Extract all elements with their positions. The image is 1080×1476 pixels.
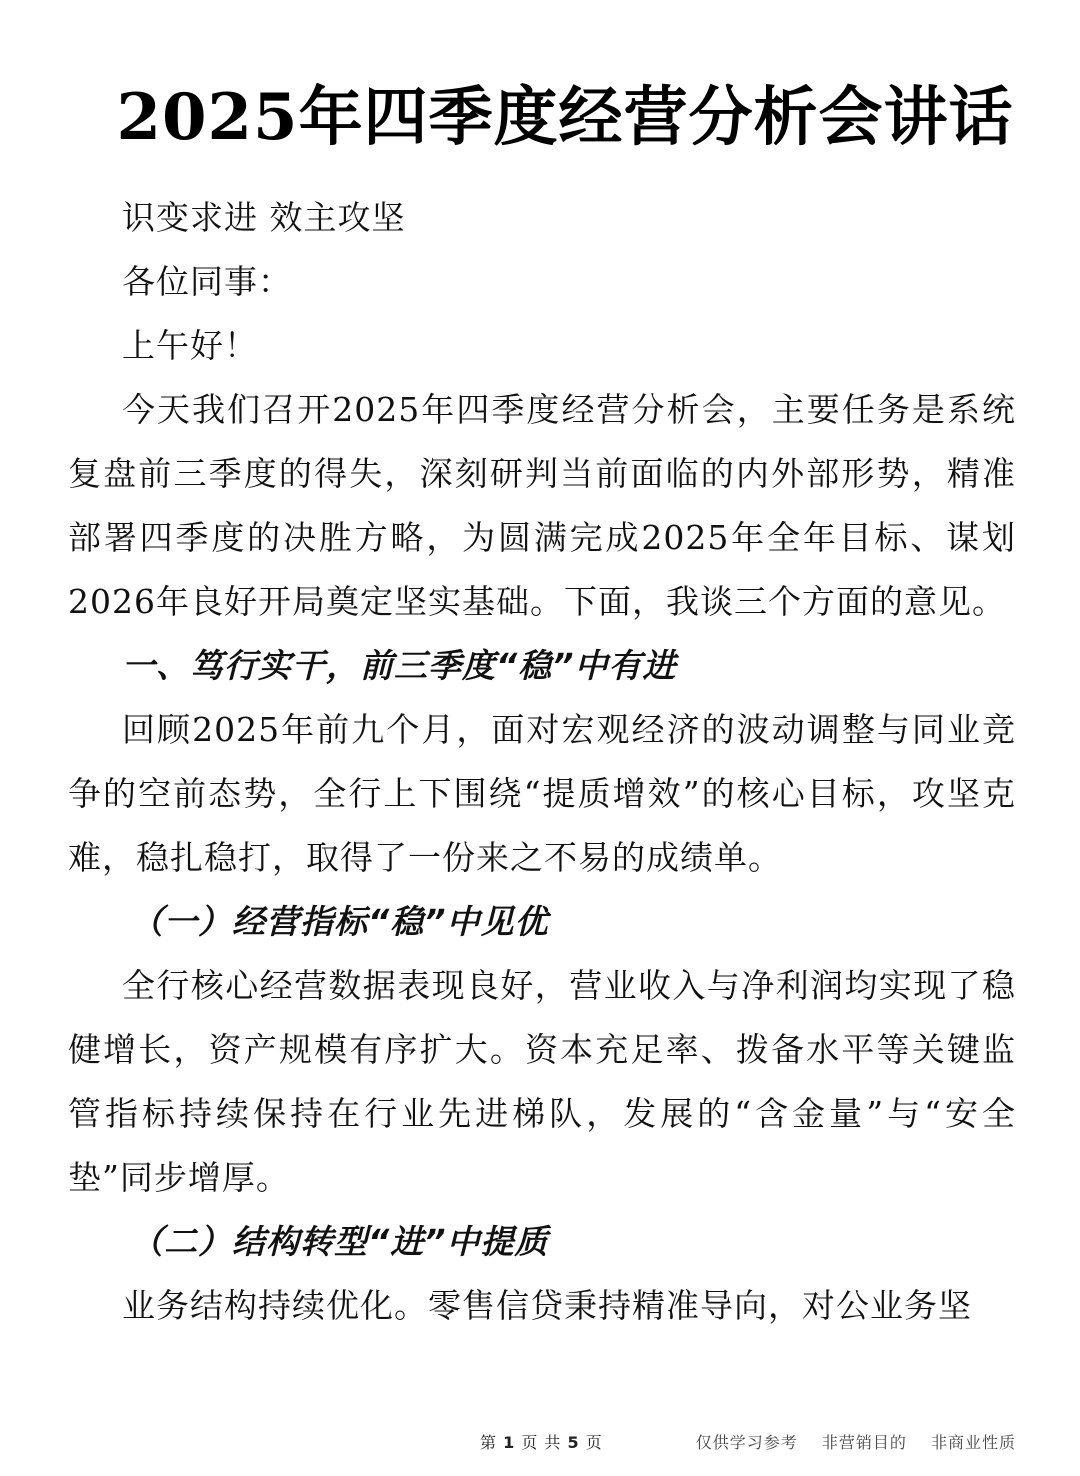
page-prefix: 第 bbox=[480, 1433, 498, 1452]
document-title: 2025年四季度经营分析会讲话 bbox=[116, 80, 1014, 155]
page-footer bbox=[0, 1430, 1080, 1454]
disclaimer-non-marketing: 非营销目的 bbox=[821, 1433, 907, 1452]
subsection-2-paragraph: 业务结构持续优化。零售信贷秉持精准导向，对公业务坚 bbox=[122, 1286, 972, 1325]
greeting: 上午好！ bbox=[122, 326, 258, 365]
page-number bbox=[480, 1430, 603, 1453]
page-current: 1 bbox=[503, 1433, 516, 1452]
disclaimer-study: 仅供学习参考 bbox=[695, 1433, 798, 1452]
disclaimer-non-commercial: 非商业性质 bbox=[930, 1433, 1016, 1452]
subsection-1-paragraph: 全行核心经营数据表现良好，营业收入与净利润均实现了稳健增长，资产规模有序扩大。资本充足率、拨备水平等关键监管指标持续保持在行业先进梯队，发展的“含金量”与“安全垫”同步增厚。 bbox=[68, 966, 1016, 1197]
subsection-heading-1: （一）经营指标“稳”中见优 bbox=[130, 902, 549, 941]
page-middle: 页 共 bbox=[521, 1433, 562, 1452]
subtitle-line: 识变求进 效主攻坚 bbox=[122, 198, 406, 237]
footer-disclaimer bbox=[678, 1430, 1016, 1453]
intro-paragraph: 今天我们召开2025年四季度经营分析会，主要任务是系统复盘前三季度的得失，深刻研判当前面临的内外部形势，精准部署四季度的决胜方略，为圆满完成2025年全年目标、谋划2026年良好开局奠定坚实基础。下面，我谈三个方面的意见。 bbox=[68, 390, 1016, 621]
salutation: 各位同事： bbox=[122, 262, 292, 301]
subsection-heading-2: （二）结构转型“进”中提质 bbox=[130, 1222, 549, 1261]
document-body bbox=[68, 186, 1016, 1338]
page-suffix: 页 bbox=[585, 1433, 603, 1452]
section-1-paragraph: 回顾2025年前九个月，面对宏观经济的波动调整与同业竞争的空前态势，全行上下围绕“提质增效”的核心目标，攻坚克难，稳扎稳打，取得了一份来之不易的成绩单。 bbox=[68, 710, 1016, 877]
section-heading-1: 一、笃行实干，前三季度“稳”中有进 bbox=[122, 646, 677, 685]
page-total: 5 bbox=[567, 1433, 580, 1452]
